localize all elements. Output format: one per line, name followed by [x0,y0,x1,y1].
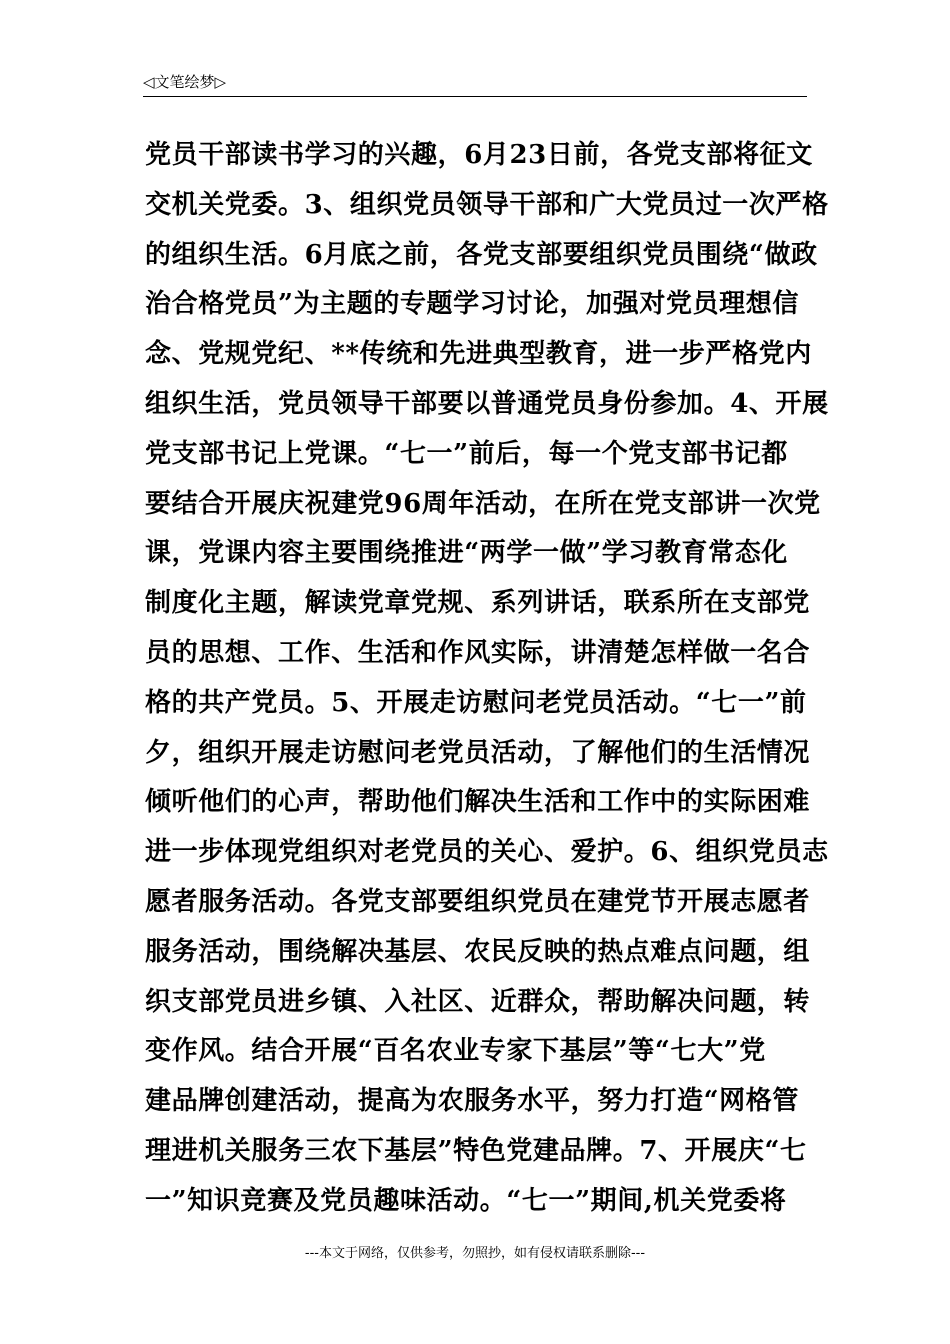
body-line: 倾听他们的心声，帮助他们解决生活和工作中的实际困难 [145,787,811,818]
body-line: 交机关党委。3、组织党员领导干部和广大党员过一次严格 [145,189,829,220]
body-line: 制度化主题，解读党章党规、系列讲话，联系所在支部党 [145,588,811,619]
body-line: 员的思想、工作、生活和作风实际，讲清楚怎样做一名合 [145,637,811,668]
body-line: 一”知识竞赛及党员趣味活动。“七一”期间,机关党委将 [145,1185,787,1216]
header-rule [143,96,807,97]
page-footer: ---本文于网络，仅供参考，勿照抄，如有侵权请联系删除--- [304,1246,646,1261]
body-line: 的组织生活。6月底之前，各党支部要组织党员围绕“做政 [145,239,818,270]
body-line: 建品牌创建活动，提高为农服务水平，努力打造“网格管 [145,1086,799,1117]
header-mark: ◁文笔绘梦▷ [143,73,227,91]
body-line: 格的共产党员。5、开展走访慰问老党员活动。“七一”前 [145,687,807,718]
body-line: 要结合开展庆祝建党96周年活动，在所在党支部讲一次党 [145,488,821,519]
body-line: 理进机关服务三农下基层”特色党建品牌。7、开展庆“七 [145,1135,807,1166]
page-header [143,72,807,100]
body-line: 课，党课内容主要围绕推进“两学一做”学习教育常态化 [145,538,788,569]
body-line: 治合格党员”为主题的专题学习讨论，加强对党员理想信 [145,289,799,320]
body-text [145,131,829,1227]
body-line: 念、党规党纪、**传统和先进典型教育，进一步严格党内 [145,339,812,370]
body-line: 党支部书记上党课。“七一”前后，每一个党支部书记都 [145,438,788,469]
body-line: 变作风。结合开展“百名农业专家下基层”等“七大”党 [145,1036,766,1067]
body-line: 服务活动，围绕解决基层、农民反映的热点难点问题，组 [145,936,811,967]
body-line: 愿者服务活动。各党支部要组织党员在建党节开展志愿者 [145,886,811,917]
body-line: 党员干部读书学习的兴趣，6月23日前，各党支部将征文 [145,140,813,170]
body-line: 夕，组织开展走访慰问老党员活动，了解他们的生活情况 [145,737,811,768]
body-line: 组织生活，党员领导干部要以普通党员身份参加。4、开展 [145,388,829,419]
body-line: 进一步体现党组织对老党员的关心、爱护。6、组织党员志 [145,837,829,868]
body-line: 织支部党员进乡镇、入社区、近群众，帮助解决问题，转 [145,986,811,1017]
